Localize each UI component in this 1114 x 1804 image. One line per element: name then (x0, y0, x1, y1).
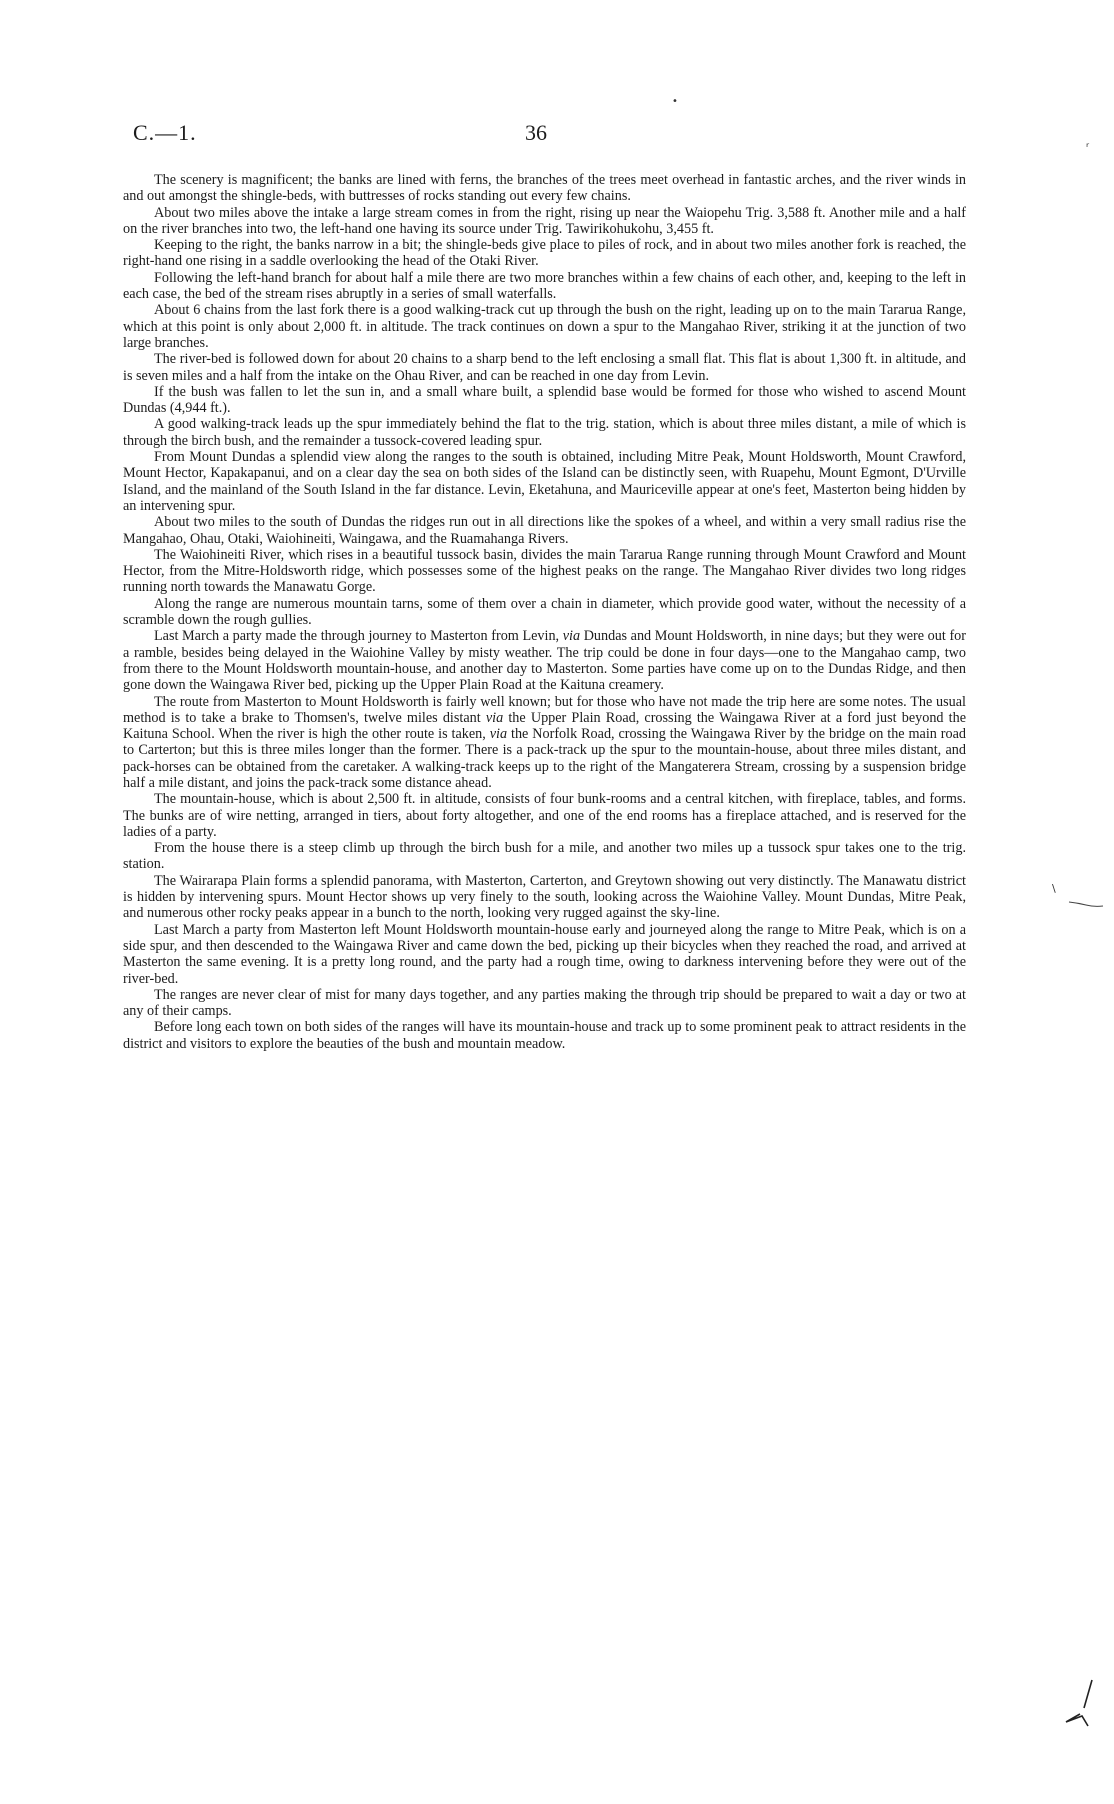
paragraph: Last March a party from Masterton left Mount Holdsworth mountain-house early and journeyed along the range to Mitre Peak, which is on a side spur, and then descended to the Waingawa River and came down the bed, picking up their bicycles when they reached the road, and arrived at Masterton the same evening. It is a pretty long round, and the party had a rough time, owing to darkness intervening before they were out of the river-bed. (123, 921, 966, 987)
paragraph-text: the Norfolk Road, crossing the Waingawa River by the bridge on the main road to Carterton; but this is three miles longer than the former. There is a pack-track up the spur to the mountain-house, about three miles distant, and pack-horses can be obtained from the caretaker. A walking-track keeps up to the right of the Mangaterera Stream, crossing by a suspension bridge half a mile distant, and joins the pack-track some distance ahead. (123, 726, 967, 791)
paragraph: From the house there is a steep climb up through the birch bush for a mile, and another two miles up a tussock spur takes one to the trig. station. (123, 840, 966, 873)
article-body (123, 172, 966, 1052)
paragraph: From Mount Dundas a splendid view along the ranges to the south is obtained, including Mitre Peak, Mount Holdsworth, Mount Crawford, Mount Hector, Kapakapanui, and on a clear day the sea on both sides of the Island can be distinctly seen, with Ruapehu, Mount Egmont, D'Urville Island, and the mainland of the South Island in the far distance. Levin, Eketahuna, and Mauriceville appear at one's feet, Masterton being hidden by an intervening spur. (123, 449, 966, 514)
paragraph: About 6 chains from the last fork there is a good walking-track cut up through the bush on the right, leading up on to the main Tararua Range, which at this point is only about 2,000 ft. in altitude. The track continues on down a spur to the Mangahao River, striking it at the junction of two large branches. (123, 302, 966, 351)
paragraph-text: The route from Masterton to Mount Holdsworth is fairly well known; but for those who have not made the trip here are some notes. The usual method is to take a brake to Thomsen's, twelve miles distant (123, 693, 966, 726)
italic-text: via (485, 709, 504, 726)
paragraph: About two miles to the south of Dundas the ridges run out in all directions like the spokes of a wheel, and within a very small radius rise the Mangahao, Ohau, Otaki, Waiohineiti, Waingawa, and the Ruamahanga Rivers. (123, 514, 966, 547)
paragraph: If the bush was fallen to let the sun in, and a small whare built, a splendid base would be formed for those who wished to ascend Mount Dundas (4,944 ft.). (123, 383, 966, 417)
paragraph-text: the Upper Plain Road, crossing the Waingawa River at a ford just beyond the Kaituna School. When the river is high the other route is taken, (123, 709, 967, 743)
paragraph: A good walking-track leads up the spur immediately behind the flat to the trig. station, which is about three miles distant, a mile of which is through the birch bush, and the remainder a tussock-covered leading spur. (123, 416, 966, 449)
document-reference: C.—1. (133, 120, 197, 145)
paragraph-text: Last March a party made the through journey to Masterton from Levin, (154, 628, 563, 645)
paragraph (123, 628, 966, 693)
margin-dash-mark (1068, 901, 1104, 907)
paragraph: Along the range are numerous mountain tarns, some of them over a chain in diameter, which provide good water, without the necessity of a scramble down the rough gullies. (123, 595, 966, 629)
paragraph: Following the left-hand branch for about half a mile there are two more branches within a few chains of each other, and, keeping to the left in each case, the bed of the stream rises abruptly in a series of small waterfalls. (123, 269, 966, 303)
paragraph: The scenery is magnificent; the banks are lined with ferns, the branches of the trees meet overhead in fantastic arches, and the river winds in and out amongst the shingle-beds, with buttresses of rocks standing out every few chains. (123, 172, 966, 205)
margin-tick-mark: ʳ (1086, 140, 1090, 154)
corner-pencil-mark (1062, 1678, 1098, 1728)
italic-text: via (489, 726, 508, 743)
paragraph: The Wairarapa Plain forms a splendid panorama, with Masterton, Carterton, and Greytown showing out very distinctly. The Manawatu district is hidden by intervening spurs. Mount Hector shows up very finely to the south, looking across the Waiohine Valley. Mount Dundas, Mitre Peak, and numerous other rocky peaks appear in a bunch to the north, looking very rugged against the sky-line. (123, 872, 966, 922)
paragraph: The river-bed is followed down for about 20 chains to a sharp bend to the left enclosing a small flat. This flat is about 1,300 ft. in altitude, and is seven miles and a half from the intake on the Ohau River, and can be reached in one day from Levin. (123, 351, 966, 384)
italic-text: via (562, 628, 581, 645)
paragraph: The Waiohineiti River, which rises in a beautiful tussock basin, divides the main Tararua Range running through Mount Crawford and Mount Hector, from the Mitre-Holdsworth ridge, which possesses some of the highest peaks on the range. The Mangahao River divides two long ridges running north towards the Manawatu Gorge. (123, 546, 966, 596)
paragraph: Keeping to the right, the banks narrow in a bit; the shingle-beds give place to piles of rock, and in about two miles another fork is reached, the right-hand one rising in a saddle overlooking the head of the Otaki River. (123, 237, 966, 270)
paragraph: The ranges are never clear of mist for many days together, and any parties making the through trip should be prepared to wait a day or two at any of their camps. (123, 986, 966, 1020)
paragraph: The mountain-house, which is about 2,500 ft. in altitude, consists of four bunk-rooms and a central kitchen, with fireplace, tables, and forms. The bunks are of wire netting, arranged in tiers, about forty altogether, and one of the end rooms has a fireplace attached, and is reserved for the ladies of a party. (123, 791, 966, 840)
page-number: 36 (525, 120, 547, 145)
page-header (133, 120, 963, 150)
paragraph: About two miles above the intake a large stream comes in from the right, rising up near the Waiopehu Trig. 3,588 ft. Another mile and a half on the river branches into two, the left-hand one having its source under Trig. Tawirikohukohu, 3,455 ft. (123, 204, 966, 237)
margin-scratch-mark: \ (1052, 882, 1056, 895)
stray-dot-mark: • (672, 96, 678, 107)
paragraph (123, 694, 966, 792)
paragraph-text: Dundas and Mount Holdsworth, in nine days; but they were out for a ramble, besides being delayed in the Waiohine Valley by misty weather. The trip could be done in four days—one to the Mangahao camp, two from there to the Mount Holdsworth mountain-house, and another day to Masterton. Some parties have come up on to the Dundas Ridge, and then gone down the Waingawa River bed, picking up the Upper Plain Road at the Kaituna creamery. (123, 628, 966, 694)
paragraph: Before long each town on both sides of the ranges will have its mountain-house and track up to some prominent peak to attract residents in the district and visitors to explore the beauties of the bush and mountain meadow. (123, 1019, 966, 1052)
